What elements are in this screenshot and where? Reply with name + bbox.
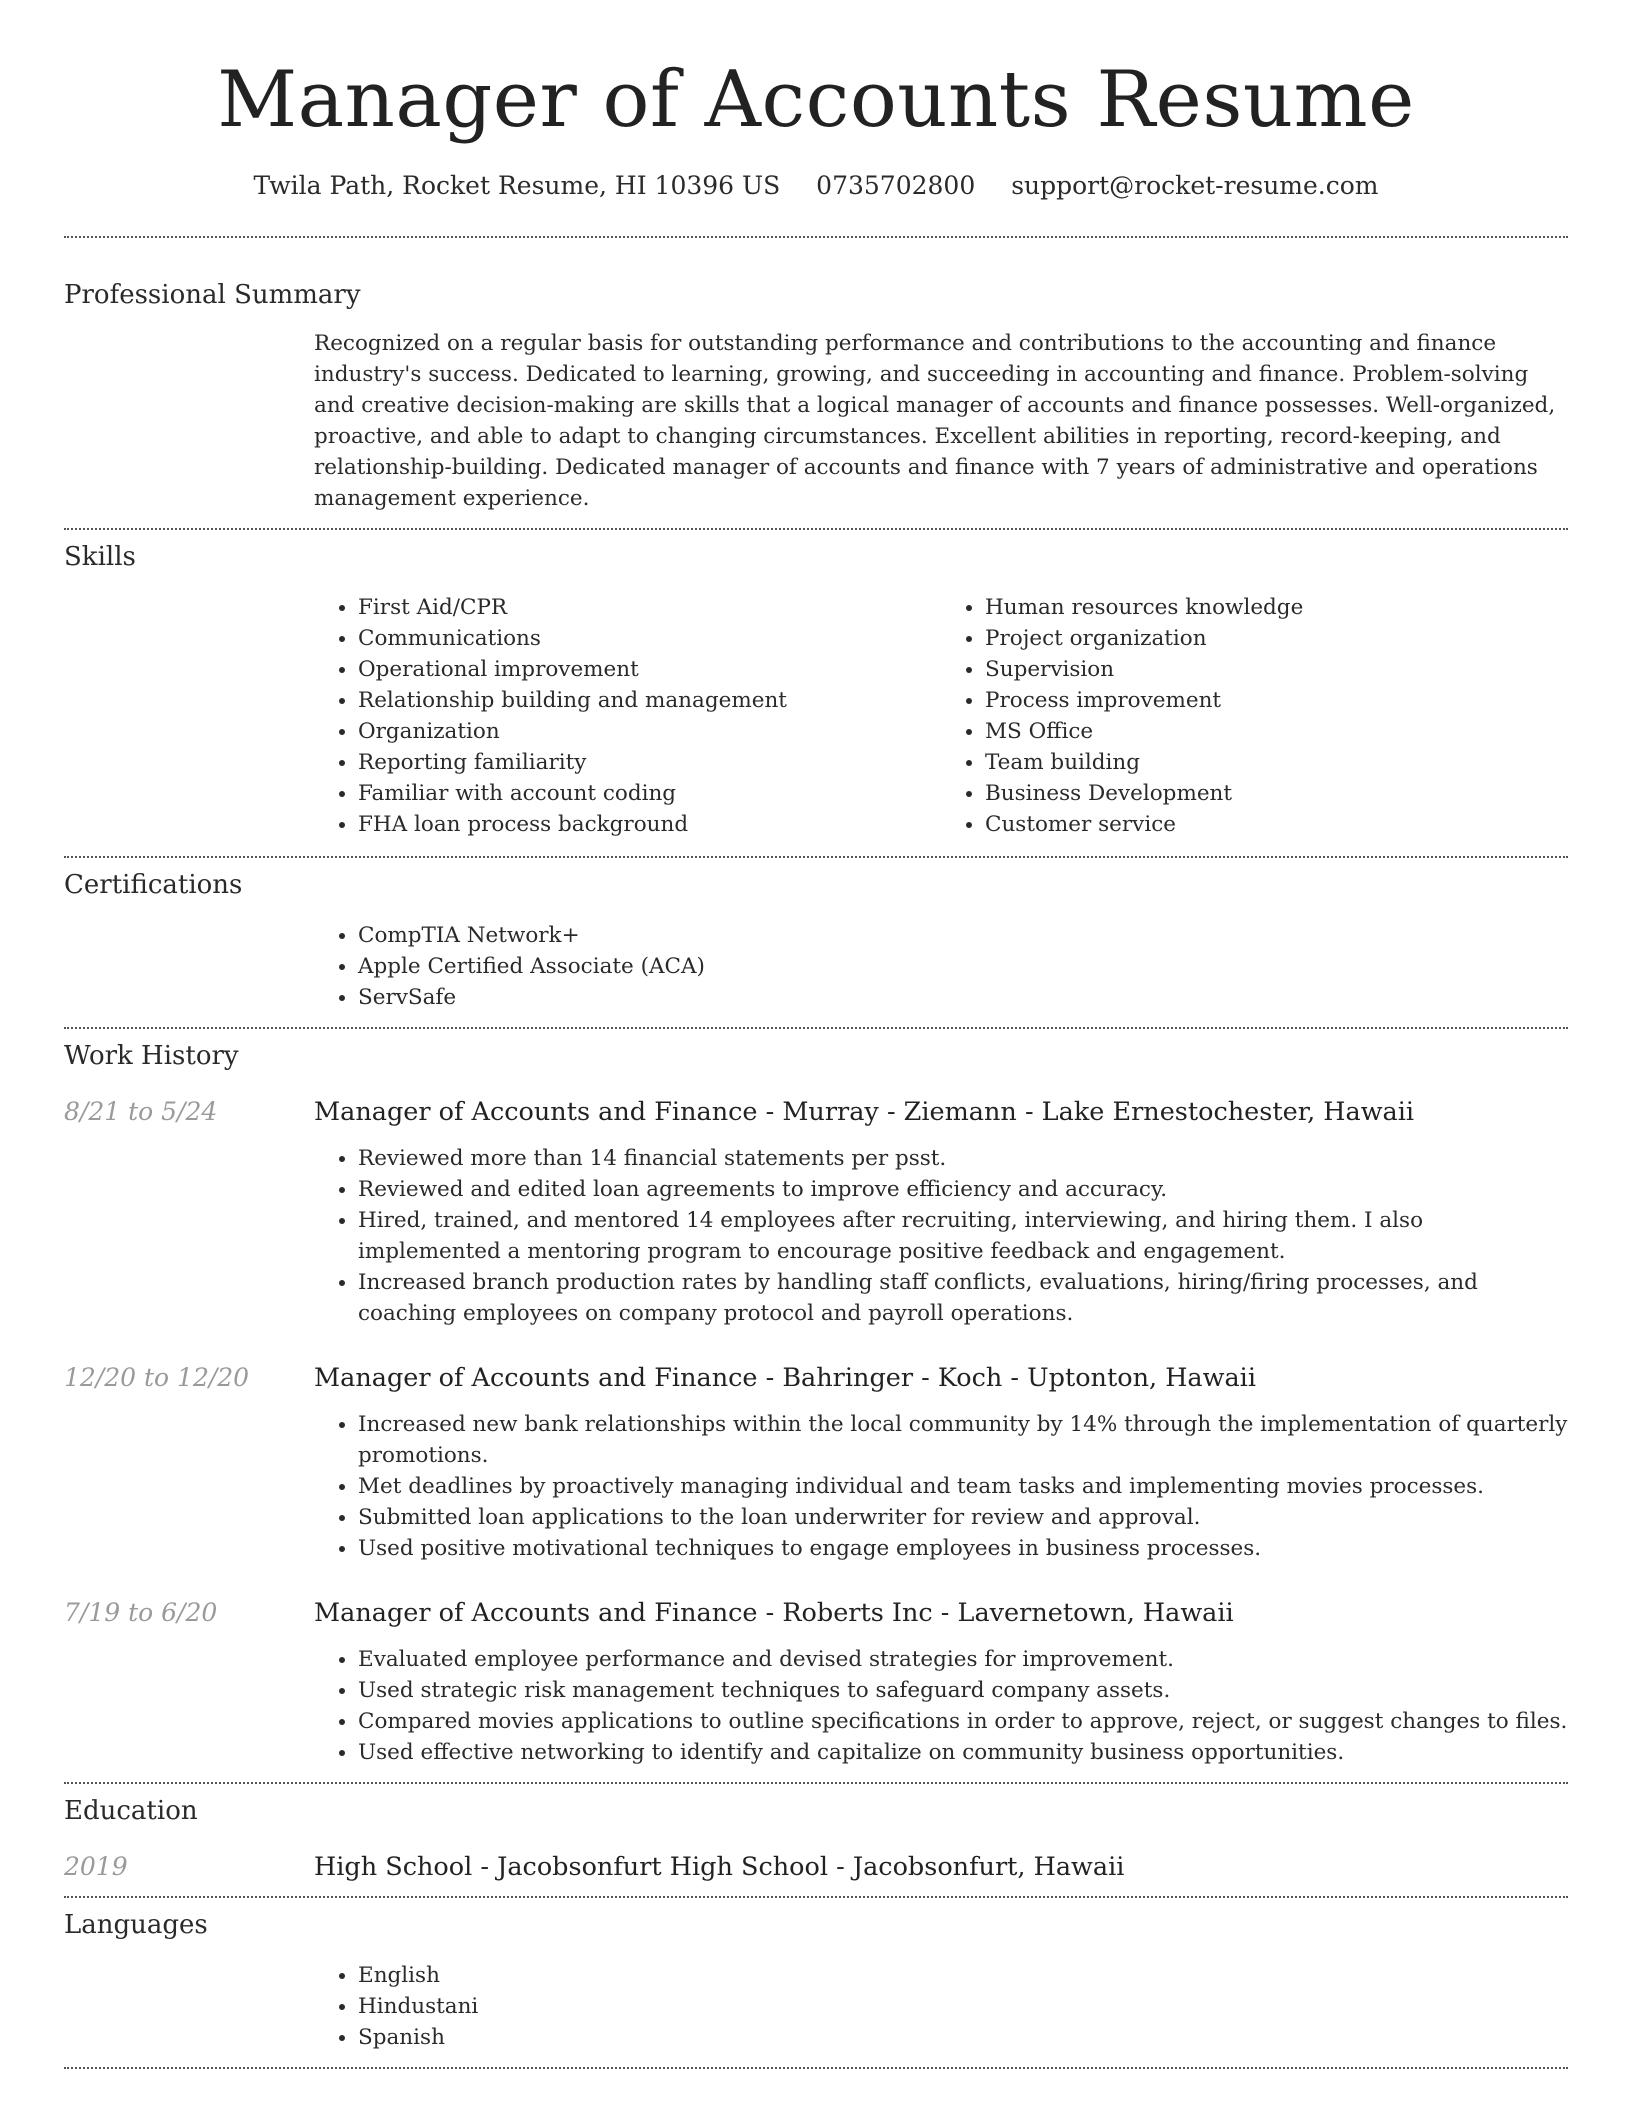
certifications-section [64, 858, 1568, 1027]
job-title: Manager of Accounts and Finance - Roberts Inc - Lavernetown, Hawaii [314, 1598, 1234, 1628]
list-item: • Hired, trained, and mentored 14 employees after recruiting, interviewing, and hiring them. I also implemented a mentoring program to encourage positive feedback and engagement. [358, 1205, 1568, 1267]
job-bullets [314, 1644, 1568, 1768]
resume-title: Manager of Accounts Resume [217, 55, 1415, 145]
job-bullets [314, 1409, 1568, 1564]
languages-list [314, 1960, 1568, 2053]
list-item: • Human resources knowledge [985, 592, 1568, 623]
languages-body [314, 1960, 1568, 2067]
job-header [64, 1361, 1568, 1395]
list-item: • Evaluated employee performance and devised strategies for improvement. [358, 1644, 1568, 1675]
job-title: Manager of Accounts and Finance - Murray - Ziemann - Lake Ernestochester, Hawaii [314, 1097, 1415, 1127]
list-item: • Hindustani [358, 1991, 1568, 2022]
contact-address: Twila Path, Rocket Resume, HI 10396 US [253, 171, 781, 200]
contact-email: support@rocket-resume.com [1011, 171, 1379, 200]
summary-heading: Professional Summary [64, 280, 361, 310]
list-item: • Project organization [985, 623, 1568, 654]
list-item: • Spanish [358, 2022, 1568, 2053]
education-title: High School - Jacobsonfurt High School - Jacobsonfurt, Hawaii [314, 1852, 1125, 1882]
job-entry [64, 1361, 1568, 1564]
education-entry [64, 1850, 1568, 1884]
list-item: • CompTIA Network+ [358, 920, 1568, 951]
job-entry [64, 1596, 1568, 1782]
job-body [314, 1644, 1568, 1768]
list-item: • Submitted loan applications to the loan underwriter for review and approval. [358, 1502, 1568, 1533]
job-title: Manager of Accounts and Finance - Bahringer - Koch - Uptonton, Hawaii [314, 1363, 1256, 1393]
summary-text: Recognized on a regular basis for outstanding performance and contributions to the accounting and finance industry's success. Dedicated to learning, growing, and succeeding in accounting and finance. Problem-solving and creative decision-making are skills that a logical manager of accounts and finance possesses. Well-organized, proactive, and able to adapt to changing circumstances. Excellent abilities in reporting, record-keeping, and relationship-building. Dedicated manager of accounts and finance with 7 years of administrative and operations management experience. [314, 331, 1556, 511]
certifications-body [314, 920, 1568, 1027]
job-body [314, 1409, 1568, 1564]
job-dates: 12/20 to 12/20 [64, 1363, 250, 1392]
list-item: • Apple Certified Associate (ACA) [358, 951, 1568, 982]
work-section [64, 1029, 1568, 1782]
list-item: • Used strategic risk management techniques to safeguard company assets. [358, 1675, 1568, 1706]
summary-body [314, 328, 1568, 528]
section-divider [64, 2067, 1568, 2069]
list-item: • Business Development [985, 778, 1568, 809]
list-item: • Reporting familiarity [358, 747, 941, 778]
education-heading: Education [64, 1796, 198, 1826]
list-item: • Used effective networking to identify and capitalize on community business opportunities. [358, 1737, 1568, 1768]
skills-list-left [314, 592, 941, 840]
list-item: • Met deadlines by proactively managing individual and team tasks and implementing movies processes. [358, 1471, 1568, 1502]
list-item: • FHA loan process background [358, 809, 941, 840]
job-header [64, 1095, 1568, 1129]
education-section [64, 1784, 1568, 1896]
list-item: • Supervision [985, 654, 1568, 685]
job-bullets [314, 1143, 1568, 1329]
list-item: • ServSafe [358, 982, 1568, 1013]
list-item: • Reviewed more than 14 financial statements per psst. [358, 1143, 1568, 1174]
languages-heading: Languages [64, 1910, 208, 1940]
list-item: • Communications [358, 623, 941, 654]
certifications-heading: Certifications [64, 870, 243, 900]
job-dates: 8/21 to 5/24 [64, 1097, 218, 1126]
education-year: 2019 [64, 1852, 128, 1881]
list-item: • Organization [358, 716, 941, 747]
list-item: • First Aid/CPR [358, 592, 941, 623]
certifications-list [314, 920, 1568, 1013]
list-item: • Operational improvement [358, 654, 941, 685]
list-item: • Process improvement [985, 685, 1568, 716]
list-item: • Customer service [985, 809, 1568, 840]
list-item: • MS Office [985, 716, 1568, 747]
job-body [314, 1143, 1568, 1329]
summary-section [64, 238, 1568, 528]
job-header [64, 1596, 1568, 1630]
list-item: • Increased new bank relationships within the local community by 14% through the implementation of quarterly promotions. [358, 1409, 1568, 1471]
contact-line [64, 168, 1568, 204]
list-item: • Compared movies applications to outline specifications in order to approve, reject, or suggest changes to files. [358, 1706, 1568, 1737]
skills-columns [314, 592, 1568, 856]
languages-section [64, 1898, 1568, 2067]
list-item: • Increased branch production rates by handling staff conflicts, evaluations, hiring/firing processes, and coaching employees on company protocol and payroll operations. [358, 1267, 1568, 1329]
job-dates: 7/19 to 6/20 [64, 1598, 218, 1627]
list-item: • English [358, 1960, 1568, 1991]
list-item: • Team building [985, 747, 1568, 778]
list-item: • Familiar with account coding [358, 778, 941, 809]
work-heading: Work History [64, 1041, 239, 1071]
list-item: • Relationship building and management [358, 685, 941, 716]
job-entry [64, 1095, 1568, 1329]
skills-section [64, 530, 1568, 856]
skills-heading: Skills [64, 542, 136, 572]
list-item: • Used positive motivational techniques to engage employees in business processes. [358, 1533, 1568, 1564]
list-item: • Reviewed and edited loan agreements to improve efficiency and accuracy. [358, 1174, 1568, 1205]
contact-phone: 0735702800 [816, 171, 976, 200]
skills-list-right [941, 592, 1568, 840]
